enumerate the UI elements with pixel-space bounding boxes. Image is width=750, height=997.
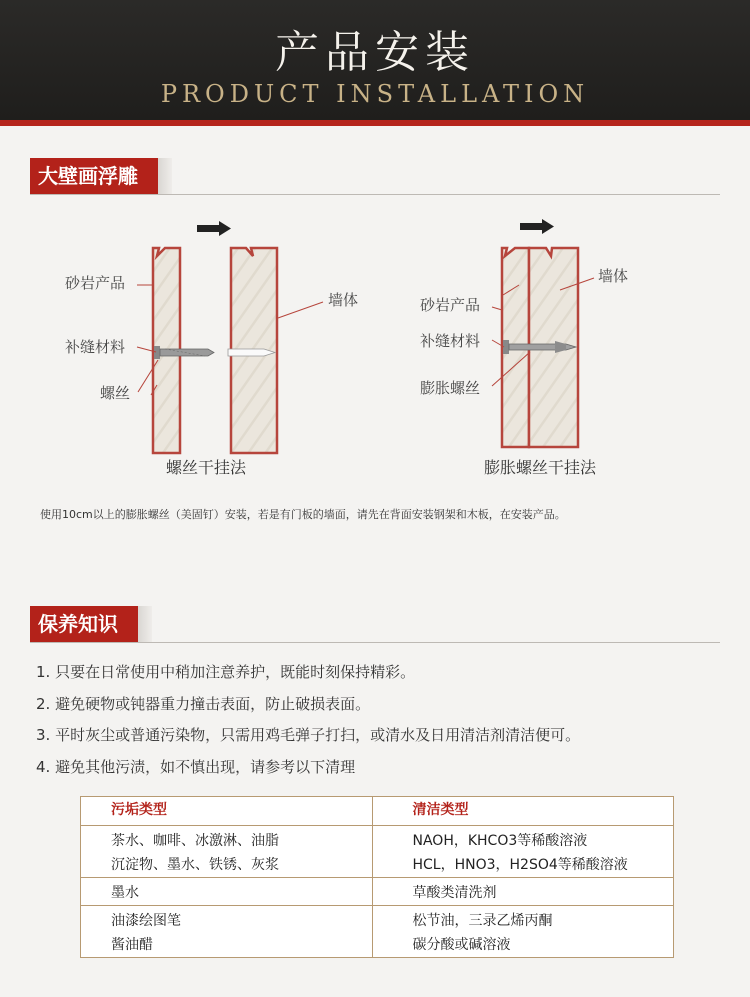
install-section-rule: [30, 194, 720, 195]
label-expansion-screw-right: 膨胀螺丝: [420, 379, 481, 397]
table-cell-cleaner: [372, 826, 674, 877]
care-tips-list: [36, 660, 726, 786]
label-filler-left: 补缝材料: [65, 338, 126, 356]
page-subtitle: PRODUCT INSTALLATION: [160, 80, 590, 108]
table-row: [81, 877, 673, 905]
stain-text: 墨水: [111, 885, 139, 901]
cleaner-text: 碳分酸或碱溶液: [412, 937, 511, 953]
care-tip: 2. 避免硬物或钝器重力撞击表面，防止破损表面。: [36, 694, 371, 713]
cleaner-text: 松节油，三录乙烯丙酮: [412, 913, 553, 929]
stain-text: 油漆绘图笔: [111, 913, 181, 929]
table-row: [81, 825, 673, 877]
table-header-cleaner: 清洁类型: [372, 797, 674, 825]
label-sandstone-product-right: 砂岩产品: [420, 296, 481, 314]
page-header: [0, 0, 750, 120]
cleaner-text: HCL，HNO3，H2SO4等稀酸溶液: [412, 857, 628, 873]
installation-note: 使用10cm以上的膨胀螺丝（美固钉）安装，若是有门板的墙面，请先在背面安装钢架和木板，在安装产品。: [40, 508, 566, 521]
caption-screw-method: 螺丝干挂法: [166, 458, 247, 477]
label-filler-right: 补缝材料: [420, 332, 481, 350]
table-cell-stain: [81, 878, 372, 905]
care-section-rule: [30, 642, 720, 643]
care-tip: 3. 平时灰尘或普通污染物，只需用鸡毛弹子打扫，或清水及日用清洁剂清洁便可。: [36, 726, 581, 744]
table-row: [81, 905, 673, 957]
installation-diagram: [0, 200, 750, 500]
stain-cleaning-table: [80, 796, 674, 958]
care-tip: 1. 只要在日常使用中稍加注意养护，既能时刻保持精彩。: [36, 663, 416, 681]
table-cell-stain: [81, 906, 372, 957]
table-cell-cleaner: [372, 878, 674, 905]
label-sandstone-product-left: 砂岩产品: [65, 274, 126, 292]
table-header-row: [81, 797, 673, 825]
page-title: 产品安装: [275, 27, 475, 78]
table-header-stain: 污垢类型: [111, 802, 167, 818]
stain-text: 酱油醋: [111, 937, 153, 953]
stain-text: 茶水、咖啡、冰激淋、油脂: [111, 833, 279, 849]
care-section-tag: 保养知识: [30, 606, 138, 642]
table-cell-stain: [81, 826, 372, 877]
caption-expansion-screw-method: 膨胀螺丝干挂法: [484, 458, 597, 477]
direction-arrow-icon: [520, 219, 554, 234]
direction-arrow-icon: [197, 221, 231, 236]
label-screw-left: 螺丝: [100, 384, 131, 402]
wall-anchor-icon: [228, 349, 275, 356]
cleaner-text: 草酸类清洗剂: [412, 885, 497, 901]
install-section-tag: 大壁画浮雕: [30, 158, 158, 194]
cleaner-text: NAOH，KHCO3等稀酸溶液: [412, 833, 588, 849]
table-cell-cleaner: [372, 906, 674, 957]
care-tip: 4. 避免其他污渍，如不慎出现，请参考以下清理: [36, 757, 356, 776]
stain-text: 沉淀物、墨水、铁锈、灰浆: [111, 857, 279, 873]
header-divider: [0, 120, 750, 126]
label-wall-left: 墙体: [328, 291, 359, 309]
label-wall-right: 墙体: [598, 267, 629, 285]
